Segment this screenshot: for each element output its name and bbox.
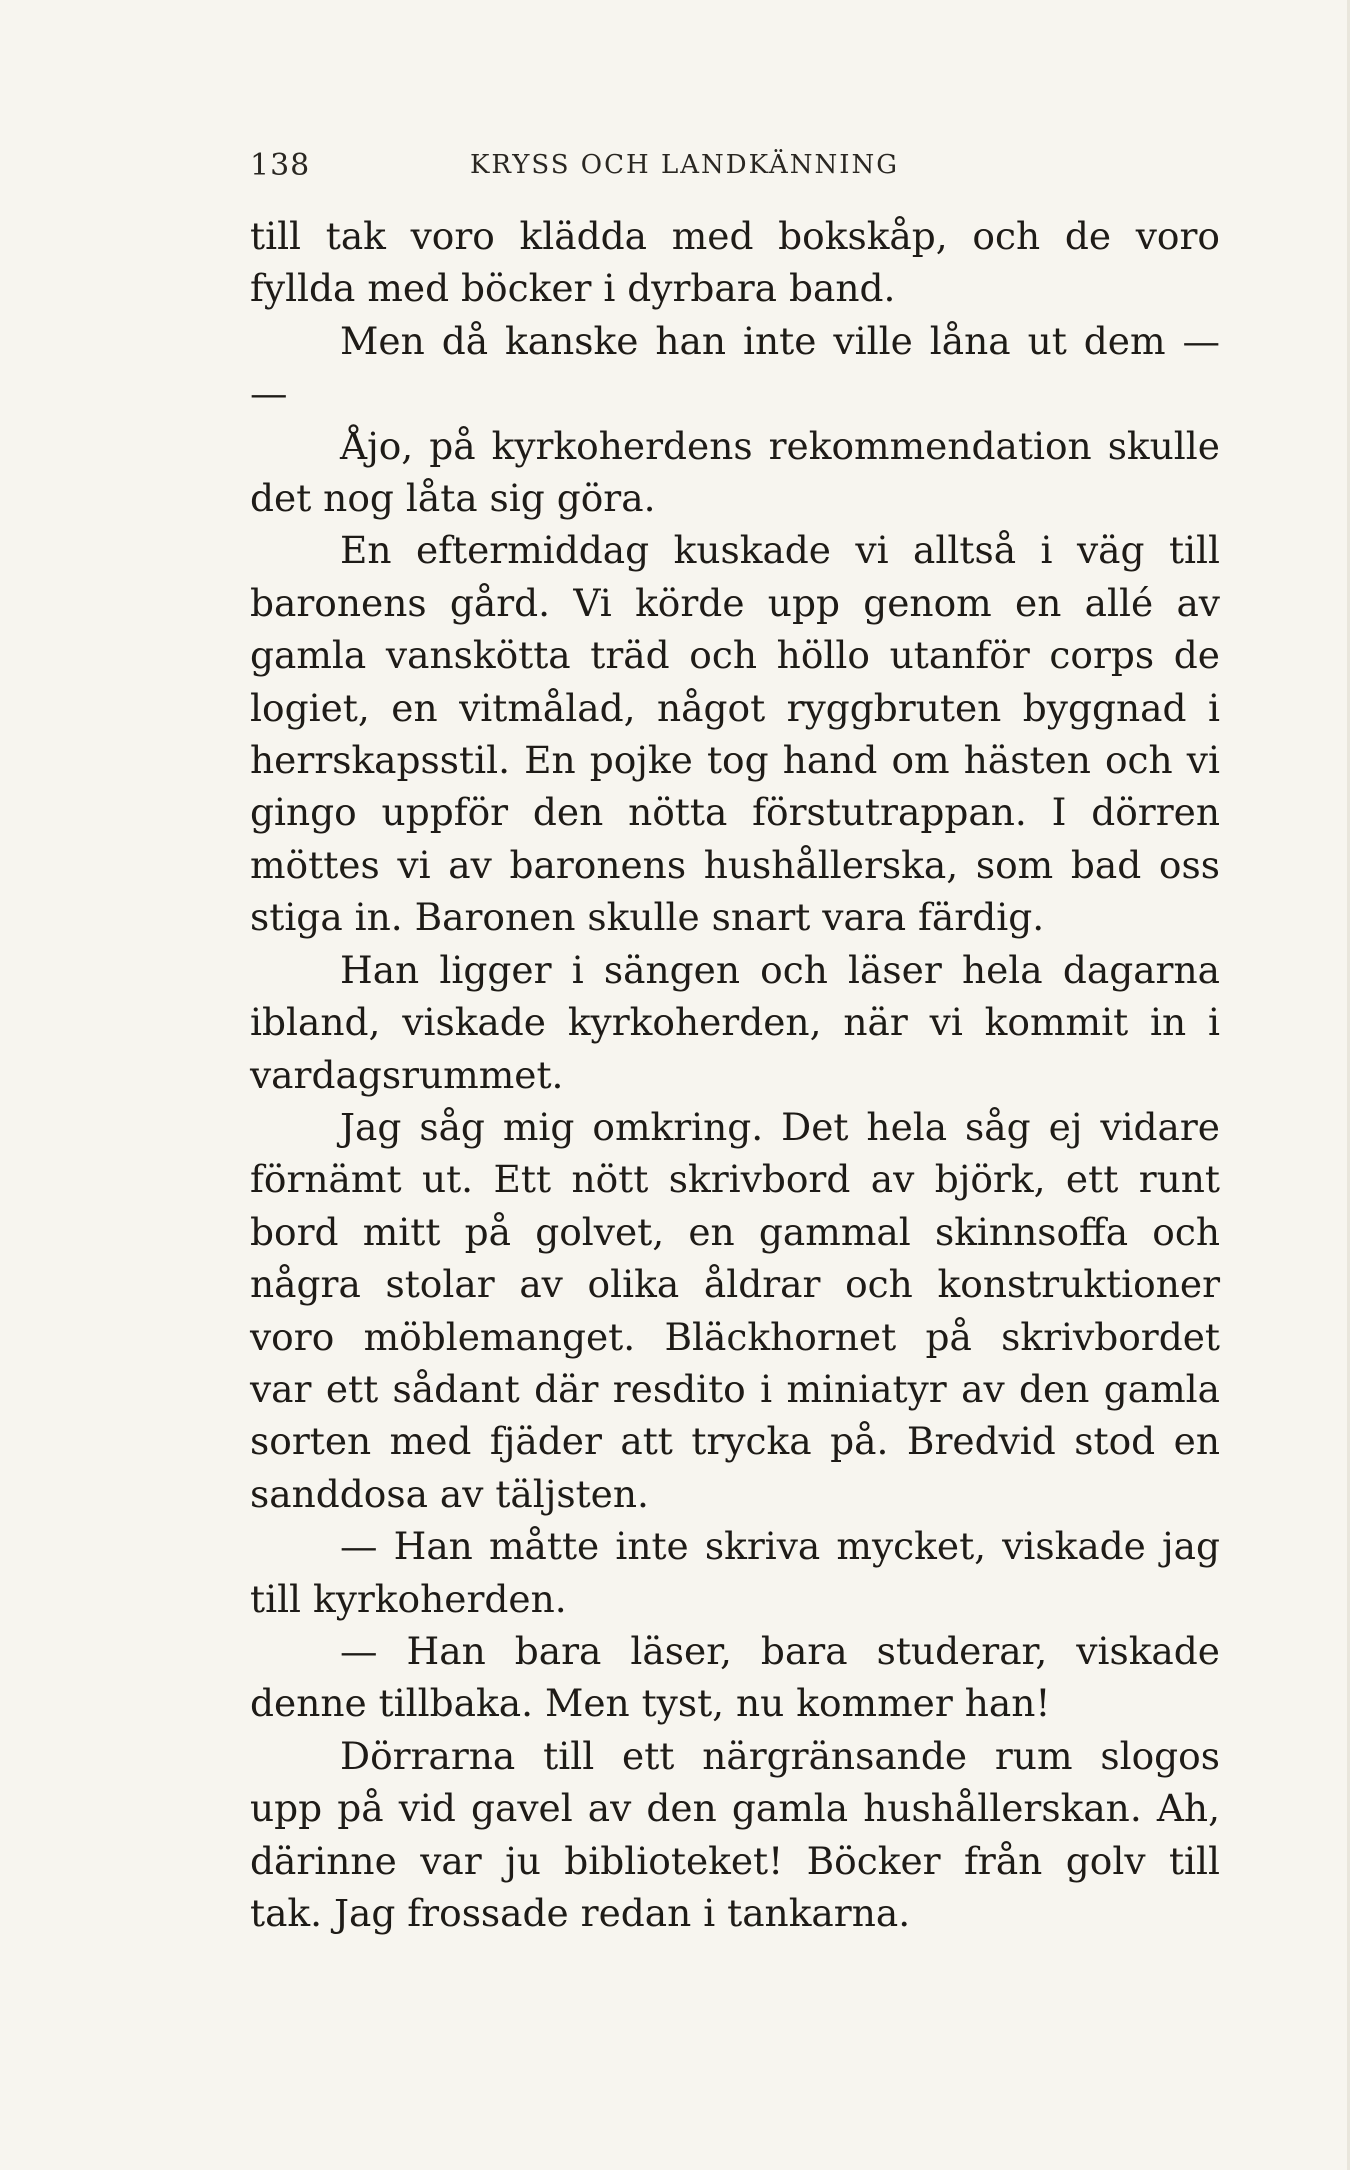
paragraph-continuation: till tak voro klädda med bokskåp, och de voro fyllda med böcker i dyrbara band. bbox=[250, 214, 1220, 311]
running-head bbox=[250, 148, 956, 188]
running-title: KRYSS OCH LANDKÄNNING bbox=[470, 150, 900, 180]
paragraph: Han ligger i sängen och läser hela dagarna ibland, viskade kyrkoherden, när vi kommit in i vardagsrummet. bbox=[250, 947, 1220, 1097]
body-text bbox=[250, 210, 1220, 1939]
paragraph: En eftermiddag kuskade vi alltså i väg till baronens gård. Vi körde upp genom en allé av gamla vansköttа träd och höllo utanför corps de logiet, en vitmålad, något ryggbruten byggnad i herrskapsstil. En pojke tog hand om hästen och vi gingo uppför den nötta förstutrappan. I dörren möttes vi av baronens hushållerska, som bad oss stiga in. Baronen skulle snart vara färdig. bbox=[250, 528, 1220, 940]
paragraph: Åjo, på kyrkoherdens rekommendation skulle det nog låta sig göra. bbox=[250, 423, 1220, 521]
paragraph: — Han bara läser, bara studerar, viskade denne tillbaka. Men tyst, nu kommer han! bbox=[250, 1628, 1220, 1726]
paragraph: Jag såg mig omkring. Det hela såg ej vidare förnämt ut. Ett nött skrivbord av björk, ett runt bord mitt på golvet, en gammal skinnsoffa och några stolar av olika åldrar och konstruktioner voro möblemanget. Bläckhornet på skrivbordet var ett sådant där resdito i miniatyr av den gamla sorten med fjäder att trycka på. Bredvid stod en sanddosa av täljsten. bbox=[250, 1104, 1220, 1516]
paragraph: Men då kanske han inte ville låna ut dem — — bbox=[250, 318, 1220, 416]
page-number: 138 bbox=[250, 148, 311, 183]
paragraph: Dörrarna till ett närgränsande rum slogos upp på vid gavel av den gamla hushållerskan. Ah, därinne var ju biblioteket! Böcker från golv till tak. Jag frossade redan i tankarna. bbox=[250, 1733, 1220, 1935]
paragraph: — Han måtte inte skriva mycket, viskade jag till kyrkoherden. bbox=[250, 1524, 1220, 1621]
